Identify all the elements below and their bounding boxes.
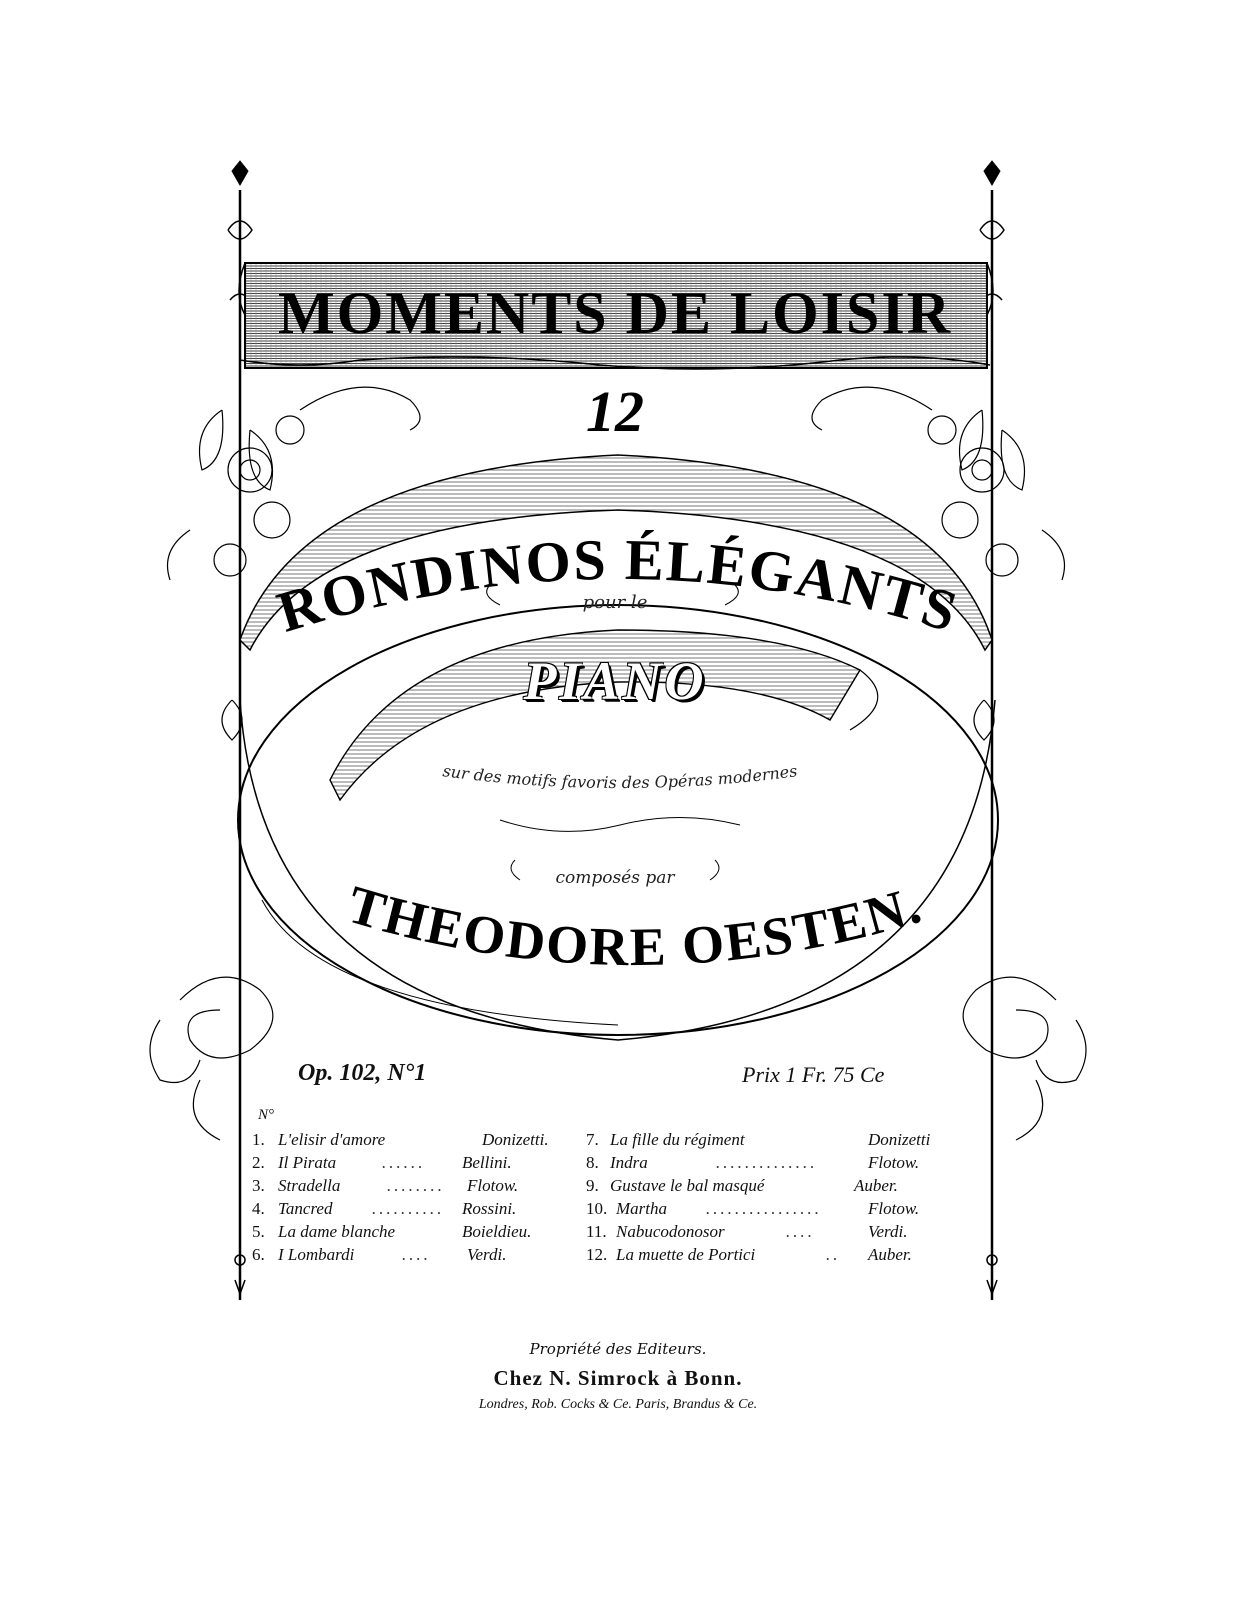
collection-number: 12 <box>586 379 644 444</box>
piece-number: 8. <box>586 1153 599 1172</box>
price: Prix 1 Fr. 75 Ce <box>742 1062 885 1087</box>
piece-title: Tancred <box>278 1199 333 1218</box>
piece-title: Gustave le bal masqué <box>610 1176 765 1195</box>
composer-arched <box>335 880 935 1000</box>
svg-text:Theodore Oesten. <box>341 880 929 977</box>
piece-composer: Auber. <box>854 1176 898 1195</box>
piece-composer: Donizetti <box>868 1130 931 1149</box>
piece-composer: Flotow. <box>467 1176 519 1195</box>
pour-le-text: pour le <box>582 592 648 613</box>
imprint <box>0 1340 1236 1413</box>
svg-text:sur des motifs favoris des Opé <box>442 761 799 792</box>
piece-composer: Boieldieu. <box>462 1222 532 1241</box>
piece-number: 11. <box>586 1222 607 1241</box>
piece-title: Martha <box>616 1199 667 1218</box>
piece-number: 9. <box>586 1176 599 1195</box>
propriete-text: Propriété des Editeurs. <box>529 1340 707 1358</box>
piece-number: 5. <box>252 1222 265 1241</box>
motifs-text: sur des motifs favoris des Opéras modernes <box>441 761 799 793</box>
title: MOMENTS DE LOISIR <box>277 279 953 346</box>
piece-title: Nabucodonosor <box>616 1222 725 1241</box>
piece-title: L'elisir d'amore <box>278 1130 386 1149</box>
piece-number: 4. <box>252 1199 265 1218</box>
composer-text: Theodore Oesten. <box>341 880 930 978</box>
piece-composer: Verdi. <box>868 1222 908 1241</box>
piece-title: La muette de Portici <box>616 1245 756 1264</box>
piece-title: Indra <box>610 1153 648 1172</box>
motifs-arched <box>380 748 860 808</box>
piece-number: 7. <box>586 1130 599 1149</box>
svg-text:Rondinos élégants <box>270 530 966 645</box>
list-number-label: N° <box>258 1107 275 1123</box>
piece-title: La dame blanche <box>278 1222 396 1241</box>
piece-composer: Auber. <box>868 1245 912 1264</box>
piece-number: 3. <box>252 1176 265 1195</box>
piece-composer: Flotow. <box>868 1153 920 1172</box>
opus-number: Op. 102, N°1 <box>298 1060 427 1086</box>
subtitle-text: Rondinos élégants <box>270 530 967 645</box>
instrument: PIANO <box>523 651 707 711</box>
piece-number: 12. <box>586 1245 608 1264</box>
piece-number: 1. <box>252 1130 265 1149</box>
piece-title: Stradella <box>278 1176 341 1195</box>
piece-number: 2. <box>252 1153 265 1172</box>
piece-number: 6. <box>252 1245 265 1264</box>
piece-composer: Rossini. <box>462 1199 517 1218</box>
piece-number: 10. <box>586 1199 608 1218</box>
piece-composer: Verdi. <box>467 1245 507 1264</box>
publisher: Chez N. Simrock à Bonn. <box>493 1366 743 1390</box>
piece-title: Il Pirata <box>278 1153 337 1172</box>
piece-title: I Lombardi <box>278 1245 355 1264</box>
subtitle-arched <box>200 530 1036 650</box>
piece-composer: Bellini. <box>462 1153 512 1172</box>
piece-title: La fille du régiment <box>610 1130 745 1149</box>
piece-composer: Flotow. <box>868 1199 920 1218</box>
composes-par-text: composés par <box>555 868 675 888</box>
piece-composer: Donizetti. <box>482 1130 549 1149</box>
agents: Londres, Rob. Cocks & Ce. Paris, Brandus & Ce. <box>478 1397 758 1412</box>
